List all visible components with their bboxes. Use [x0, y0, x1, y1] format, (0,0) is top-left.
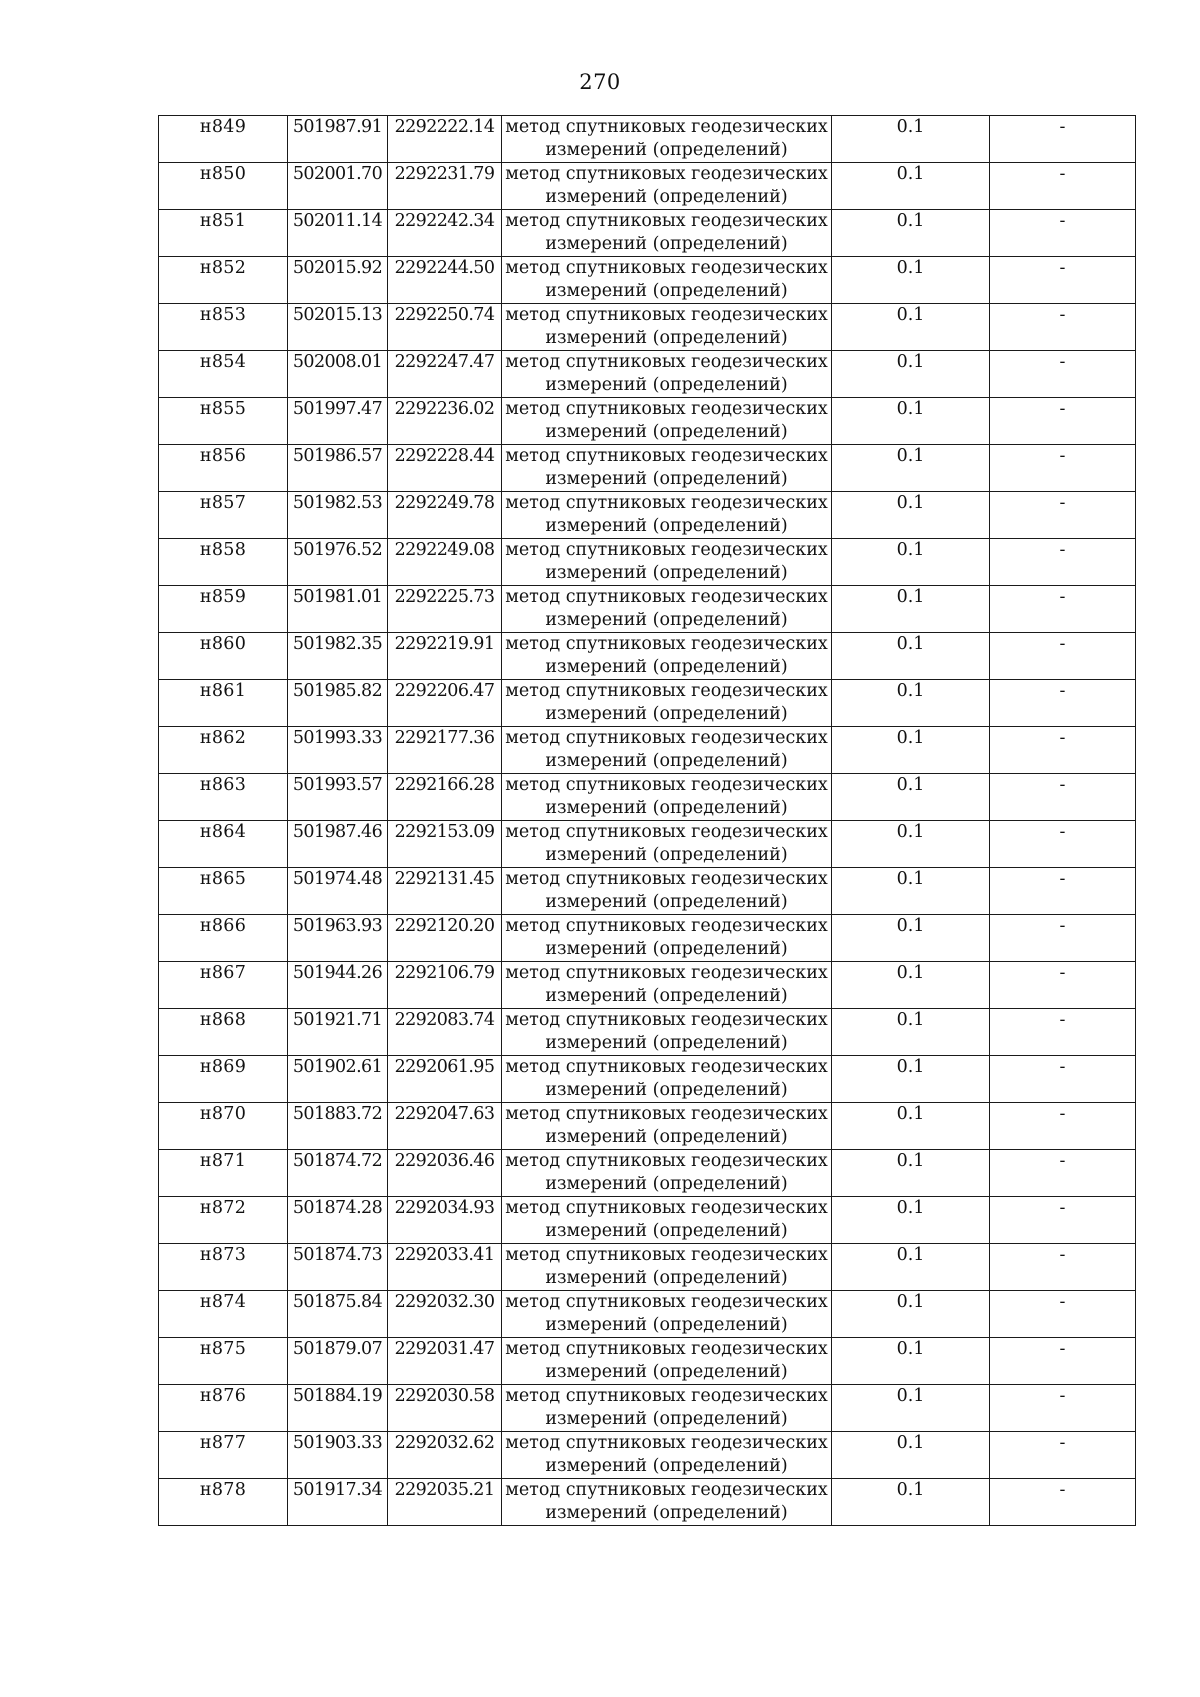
- table-row: [159, 539, 1136, 586]
- point-name-cell: н876: [159, 1385, 288, 1432]
- table-row: [159, 633, 1136, 680]
- accuracy-cell: 0.1: [832, 398, 990, 445]
- x-coordinate-cell: 501875.84: [288, 1291, 388, 1338]
- x-coordinate-cell: 501974.48: [288, 868, 388, 915]
- table-row: [159, 163, 1136, 210]
- method-line-1: метод спутниковых геодезических: [505, 822, 828, 842]
- description-cell: -: [990, 257, 1136, 304]
- accuracy-cell: 0.1: [832, 304, 990, 351]
- method-cell: [502, 633, 832, 680]
- method-cell: [502, 304, 832, 351]
- accuracy-cell: 0.1: [832, 962, 990, 1009]
- table-row: [159, 1338, 1136, 1385]
- method-cell: [502, 492, 832, 539]
- method-line-1: метод спутниковых геодезических: [505, 540, 828, 560]
- y-coordinate-cell: 2292206.47: [388, 680, 502, 727]
- table-row: [159, 304, 1136, 351]
- x-coordinate-cell: 501985.82: [288, 680, 388, 727]
- point-name-cell: н878: [159, 1479, 288, 1526]
- method-line-2: измерений (определений): [545, 375, 788, 395]
- method-line-1: метод спутниковых геодезических: [505, 258, 828, 278]
- accuracy-cell: 0.1: [832, 1338, 990, 1385]
- method-cell: [502, 680, 832, 727]
- accuracy-cell: 0.1: [832, 1244, 990, 1291]
- method-line-2: измерений (определений): [545, 281, 788, 301]
- method-line-1: метод спутниковых геодезических: [505, 1480, 828, 1500]
- table-row: [159, 962, 1136, 1009]
- table-row: [159, 1150, 1136, 1197]
- point-name-cell: н857: [159, 492, 288, 539]
- table-row: [159, 915, 1136, 962]
- accuracy-cell: 0.1: [832, 1056, 990, 1103]
- table-row: [159, 1009, 1136, 1056]
- point-name-cell: н860: [159, 633, 288, 680]
- method-cell: [502, 210, 832, 257]
- x-coordinate-cell: 501987.46: [288, 821, 388, 868]
- method-cell: [502, 774, 832, 821]
- description-cell: -: [990, 774, 1136, 821]
- description-cell: -: [990, 727, 1136, 774]
- x-coordinate-cell: 501993.33: [288, 727, 388, 774]
- method-line-2: измерений (определений): [545, 939, 788, 959]
- point-name-cell: н861: [159, 680, 288, 727]
- y-coordinate-cell: 2292244.50: [388, 257, 502, 304]
- method-cell: [502, 1338, 832, 1385]
- accuracy-cell: 0.1: [832, 821, 990, 868]
- method-cell: [502, 445, 832, 492]
- description-cell: -: [990, 1056, 1136, 1103]
- accuracy-cell: 0.1: [832, 445, 990, 492]
- coordinates-table-body: [159, 116, 1136, 1526]
- method-cell: [502, 1291, 832, 1338]
- description-cell: -: [990, 445, 1136, 492]
- method-line-2: измерений (определений): [545, 1127, 788, 1147]
- method-line-1: метод спутниковых геодезических: [505, 1386, 828, 1406]
- method-cell: [502, 962, 832, 1009]
- y-coordinate-cell: 2292153.09: [388, 821, 502, 868]
- table-row: [159, 351, 1136, 398]
- y-coordinate-cell: 2292249.78: [388, 492, 502, 539]
- method-line-2: измерений (определений): [545, 140, 788, 160]
- method-cell: [502, 163, 832, 210]
- method-line-1: метод спутниковых геодезических: [505, 446, 828, 466]
- method-line-1: метод спутниковых геодезических: [505, 117, 828, 137]
- y-coordinate-cell: 2292106.79: [388, 962, 502, 1009]
- y-coordinate-cell: 2292250.74: [388, 304, 502, 351]
- table-row: [159, 210, 1136, 257]
- method-line-1: метод спутниковых геодезических: [505, 305, 828, 325]
- description-cell: -: [990, 210, 1136, 257]
- point-name-cell: н874: [159, 1291, 288, 1338]
- x-coordinate-cell: 501883.72: [288, 1103, 388, 1150]
- method-cell: [502, 821, 832, 868]
- method-line-1: метод спутниковых геодезических: [505, 211, 828, 231]
- method-line-2: измерений (определений): [545, 1268, 788, 1288]
- method-cell: [502, 116, 832, 163]
- method-line-1: метод спутниковых геодезических: [505, 1245, 828, 1265]
- method-cell: [502, 1197, 832, 1244]
- description-cell: -: [990, 163, 1136, 210]
- point-name-cell: н859: [159, 586, 288, 633]
- method-line-2: измерений (определений): [545, 328, 788, 348]
- x-coordinate-cell: 502015.13: [288, 304, 388, 351]
- x-coordinate-cell: 501874.28: [288, 1197, 388, 1244]
- method-line-1: метод спутниковых геодезических: [505, 1292, 828, 1312]
- accuracy-cell: 0.1: [832, 1150, 990, 1197]
- table-row: [159, 1479, 1136, 1526]
- point-name-cell: н858: [159, 539, 288, 586]
- point-name-cell: н851: [159, 210, 288, 257]
- x-coordinate-cell: 501976.52: [288, 539, 388, 586]
- table-row: [159, 445, 1136, 492]
- table-row: [159, 116, 1136, 163]
- accuracy-cell: 0.1: [832, 1197, 990, 1244]
- description-cell: -: [990, 868, 1136, 915]
- method-cell: [502, 351, 832, 398]
- method-cell: [502, 1009, 832, 1056]
- accuracy-cell: 0.1: [832, 1479, 990, 1526]
- y-coordinate-cell: 2292031.47: [388, 1338, 502, 1385]
- description-cell: -: [990, 1244, 1136, 1291]
- x-coordinate-cell: 501986.57: [288, 445, 388, 492]
- accuracy-cell: 0.1: [832, 1432, 990, 1479]
- accuracy-cell: 0.1: [832, 774, 990, 821]
- point-name-cell: н869: [159, 1056, 288, 1103]
- description-cell: -: [990, 1385, 1136, 1432]
- page-number: 270: [579, 70, 621, 94]
- method-line-2: измерений (определений): [545, 1174, 788, 1194]
- y-coordinate-cell: 2292033.41: [388, 1244, 502, 1291]
- point-name-cell: н870: [159, 1103, 288, 1150]
- method-cell: [502, 1056, 832, 1103]
- x-coordinate-cell: 501963.93: [288, 915, 388, 962]
- x-coordinate-cell: 501879.07: [288, 1338, 388, 1385]
- accuracy-cell: 0.1: [832, 1291, 990, 1338]
- table-row: [159, 398, 1136, 445]
- x-coordinate-cell: 502008.01: [288, 351, 388, 398]
- x-coordinate-cell: 501944.26: [288, 962, 388, 1009]
- method-line-2: измерений (определений): [545, 892, 788, 912]
- description-cell: -: [990, 1432, 1136, 1479]
- method-cell: [502, 257, 832, 304]
- accuracy-cell: 0.1: [832, 1385, 990, 1432]
- x-coordinate-cell: 501993.57: [288, 774, 388, 821]
- description-cell: -: [990, 492, 1136, 539]
- description-cell: -: [990, 1150, 1136, 1197]
- y-coordinate-cell: 2292032.62: [388, 1432, 502, 1479]
- table-row: [159, 1103, 1136, 1150]
- method-line-2: измерений (определений): [545, 469, 788, 489]
- method-line-2: измерений (определений): [545, 1315, 788, 1335]
- method-line-1: метод спутниковых геодезических: [505, 963, 828, 983]
- method-cell: [502, 868, 832, 915]
- description-cell: -: [990, 539, 1136, 586]
- method-cell: [502, 727, 832, 774]
- x-coordinate-cell: 501917.34: [288, 1479, 388, 1526]
- point-name-cell: н862: [159, 727, 288, 774]
- y-coordinate-cell: 2292035.21: [388, 1479, 502, 1526]
- method-line-1: метод спутниковых геодезических: [505, 916, 828, 936]
- method-line-2: измерений (определений): [545, 1456, 788, 1476]
- description-cell: -: [990, 1338, 1136, 1385]
- point-name-cell: н872: [159, 1197, 288, 1244]
- method-line-2: измерений (определений): [545, 610, 788, 630]
- method-cell: [502, 1385, 832, 1432]
- description-cell: -: [990, 633, 1136, 680]
- point-name-cell: н864: [159, 821, 288, 868]
- method-line-1: метод спутниковых геодезических: [505, 587, 828, 607]
- accuracy-cell: 0.1: [832, 210, 990, 257]
- y-coordinate-cell: 2292034.93: [388, 1197, 502, 1244]
- method-line-1: метод спутниковых геодезических: [505, 681, 828, 701]
- method-line-2: измерений (определений): [545, 563, 788, 583]
- method-line-1: метод спутниковых геодезических: [505, 164, 828, 184]
- description-cell: -: [990, 351, 1136, 398]
- table-row: [159, 492, 1136, 539]
- method-line-1: метод спутниковых геодезических: [505, 775, 828, 795]
- x-coordinate-cell: 501982.35: [288, 633, 388, 680]
- accuracy-cell: 0.1: [832, 116, 990, 163]
- y-coordinate-cell: 2292061.95: [388, 1056, 502, 1103]
- table-row: [159, 1432, 1136, 1479]
- x-coordinate-cell: 502001.70: [288, 163, 388, 210]
- accuracy-cell: 0.1: [832, 727, 990, 774]
- y-coordinate-cell: 2292228.44: [388, 445, 502, 492]
- x-coordinate-cell: 501874.73: [288, 1244, 388, 1291]
- accuracy-cell: 0.1: [832, 1103, 990, 1150]
- x-coordinate-cell: 501997.47: [288, 398, 388, 445]
- method-cell: [502, 539, 832, 586]
- method-cell: [502, 1479, 832, 1526]
- method-line-1: метод спутниковых геодезических: [505, 1339, 828, 1359]
- y-coordinate-cell: 2292030.58: [388, 1385, 502, 1432]
- description-cell: -: [990, 586, 1136, 633]
- description-cell: -: [990, 398, 1136, 445]
- x-coordinate-cell: 501981.01: [288, 586, 388, 633]
- method-cell: [502, 586, 832, 633]
- table-row: [159, 586, 1136, 633]
- description-cell: -: [990, 821, 1136, 868]
- description-cell: -: [990, 1479, 1136, 1526]
- point-name-cell: н852: [159, 257, 288, 304]
- method-line-1: метод спутниковых геодезических: [505, 1010, 828, 1030]
- point-name-cell: н875: [159, 1338, 288, 1385]
- x-coordinate-cell: 501874.72: [288, 1150, 388, 1197]
- table-row: [159, 1056, 1136, 1103]
- method-cell: [502, 1432, 832, 1479]
- accuracy-cell: 0.1: [832, 633, 990, 680]
- table-row: [159, 680, 1136, 727]
- method-line-1: метод спутниковых геодезических: [505, 634, 828, 654]
- point-name-cell: н867: [159, 962, 288, 1009]
- y-coordinate-cell: 2292177.36: [388, 727, 502, 774]
- y-coordinate-cell: 2292083.74: [388, 1009, 502, 1056]
- method-line-2: измерений (определений): [545, 516, 788, 536]
- accuracy-cell: 0.1: [832, 680, 990, 727]
- accuracy-cell: 0.1: [832, 868, 990, 915]
- table-row: [159, 1244, 1136, 1291]
- description-cell: -: [990, 1291, 1136, 1338]
- method-line-1: метод спутниковых геодезических: [505, 1104, 828, 1124]
- method-cell: [502, 915, 832, 962]
- y-coordinate-cell: 2292036.46: [388, 1150, 502, 1197]
- accuracy-cell: 0.1: [832, 915, 990, 962]
- point-name-cell: н871: [159, 1150, 288, 1197]
- point-name-cell: н868: [159, 1009, 288, 1056]
- table-row: [159, 727, 1136, 774]
- accuracy-cell: 0.1: [832, 351, 990, 398]
- method-line-2: измерений (определений): [545, 704, 788, 724]
- method-line-2: измерений (определений): [545, 1503, 788, 1523]
- method-line-1: метод спутниковых геодезических: [505, 493, 828, 513]
- accuracy-cell: 0.1: [832, 163, 990, 210]
- method-cell: [502, 1103, 832, 1150]
- x-coordinate-cell: 502015.92: [288, 257, 388, 304]
- method-line-2: измерений (определений): [545, 657, 788, 677]
- x-coordinate-cell: 501903.33: [288, 1432, 388, 1479]
- method-line-2: измерений (определений): [545, 1221, 788, 1241]
- x-coordinate-cell: 501902.61: [288, 1056, 388, 1103]
- point-name-cell: н865: [159, 868, 288, 915]
- description-cell: -: [990, 1009, 1136, 1056]
- description-cell: -: [990, 304, 1136, 351]
- description-cell: -: [990, 962, 1136, 1009]
- accuracy-cell: 0.1: [832, 539, 990, 586]
- method-line-2: измерений (определений): [545, 986, 788, 1006]
- table-row: [159, 774, 1136, 821]
- method-line-2: измерений (определений): [545, 751, 788, 771]
- method-line-2: измерений (определений): [545, 798, 788, 818]
- point-name-cell: н854: [159, 351, 288, 398]
- point-name-cell: н877: [159, 1432, 288, 1479]
- x-coordinate-cell: 501884.19: [288, 1385, 388, 1432]
- table-row: [159, 257, 1136, 304]
- method-cell: [502, 1244, 832, 1291]
- point-name-cell: н853: [159, 304, 288, 351]
- y-coordinate-cell: 2292249.08: [388, 539, 502, 586]
- method-line-2: измерений (определений): [545, 1362, 788, 1382]
- accuracy-cell: 0.1: [832, 1009, 990, 1056]
- y-coordinate-cell: 2292231.79: [388, 163, 502, 210]
- table-row: [159, 821, 1136, 868]
- method-line-1: метод спутниковых геодезических: [505, 352, 828, 372]
- table-row: [159, 1197, 1136, 1244]
- point-name-cell: н863: [159, 774, 288, 821]
- method-line-2: измерений (определений): [545, 1409, 788, 1429]
- method-line-1: метод спутниковых геодезических: [505, 1433, 828, 1453]
- table-row: [159, 868, 1136, 915]
- y-coordinate-cell: 2292222.14: [388, 116, 502, 163]
- y-coordinate-cell: 2292166.28: [388, 774, 502, 821]
- x-coordinate-cell: 501987.91: [288, 116, 388, 163]
- y-coordinate-cell: 2292225.73: [388, 586, 502, 633]
- y-coordinate-cell: 2292242.34: [388, 210, 502, 257]
- point-name-cell: н866: [159, 915, 288, 962]
- point-name-cell: н855: [159, 398, 288, 445]
- y-coordinate-cell: 2292219.91: [388, 633, 502, 680]
- x-coordinate-cell: 501982.53: [288, 492, 388, 539]
- y-coordinate-cell: 2292236.02: [388, 398, 502, 445]
- method-line-1: метод спутниковых геодезических: [505, 728, 828, 748]
- method-line-1: метод спутниковых геодезических: [505, 399, 828, 419]
- x-coordinate-cell: 502011.14: [288, 210, 388, 257]
- y-coordinate-cell: 2292120.20: [388, 915, 502, 962]
- method-line-1: метод спутниковых геодезических: [505, 1198, 828, 1218]
- x-coordinate-cell: 501921.71: [288, 1009, 388, 1056]
- method-line-2: измерений (определений): [545, 845, 788, 865]
- description-cell: -: [990, 915, 1136, 962]
- description-cell: -: [990, 1197, 1136, 1244]
- method-line-1: метод спутниковых геодезических: [505, 1151, 828, 1171]
- y-coordinate-cell: 2292047.63: [388, 1103, 502, 1150]
- y-coordinate-cell: 2292247.47: [388, 351, 502, 398]
- method-line-1: метод спутниковых геодезических: [505, 869, 828, 889]
- point-name-cell: н856: [159, 445, 288, 492]
- method-cell: [502, 1150, 832, 1197]
- description-cell: -: [990, 116, 1136, 163]
- description-cell: -: [990, 1103, 1136, 1150]
- method-line-2: измерений (определений): [545, 187, 788, 207]
- y-coordinate-cell: 2292131.45: [388, 868, 502, 915]
- table-row: [159, 1291, 1136, 1338]
- method-cell: [502, 398, 832, 445]
- table-row: [159, 1385, 1136, 1432]
- method-line-2: измерений (определений): [545, 422, 788, 442]
- point-name-cell: н873: [159, 1244, 288, 1291]
- coordinates-table: [158, 115, 1136, 1526]
- description-cell: -: [990, 680, 1136, 727]
- accuracy-cell: 0.1: [832, 586, 990, 633]
- method-line-2: измерений (определений): [545, 1033, 788, 1053]
- method-line-2: измерений (определений): [545, 234, 788, 254]
- point-name-cell: н849: [159, 116, 288, 163]
- point-name-cell: н850: [159, 163, 288, 210]
- y-coordinate-cell: 2292032.30: [388, 1291, 502, 1338]
- accuracy-cell: 0.1: [832, 492, 990, 539]
- method-line-1: метод спутниковых геодезических: [505, 1057, 828, 1077]
- method-line-2: измерений (определений): [545, 1080, 788, 1100]
- accuracy-cell: 0.1: [832, 257, 990, 304]
